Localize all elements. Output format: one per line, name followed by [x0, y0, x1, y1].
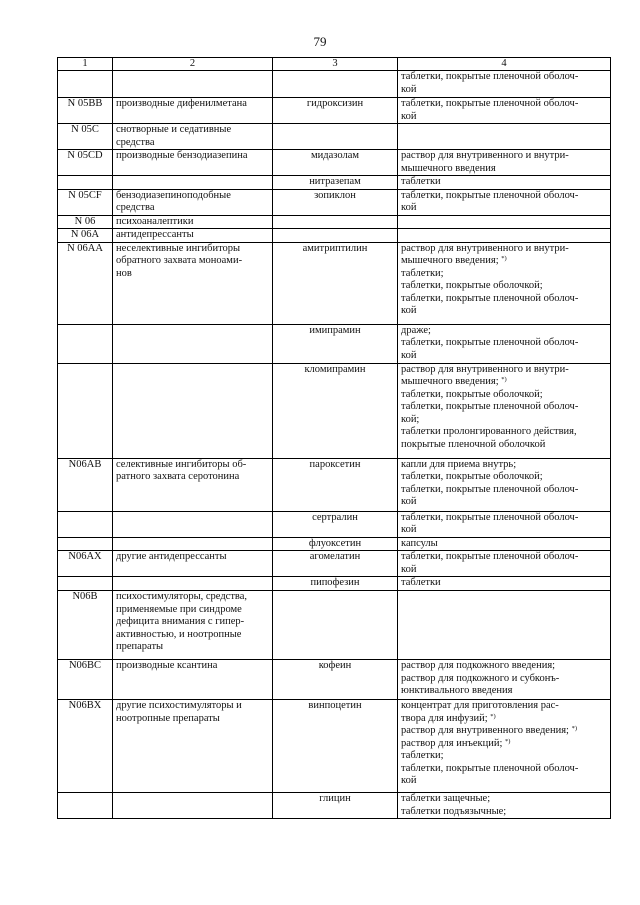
cell-line: антидепрессанты: [116, 229, 194, 240]
cell-line: пароксетин: [309, 458, 361, 470]
cell-line: таблетки пролонгированного действия,: [401, 426, 577, 437]
cell-line: раствор для подкожного введения;: [401, 660, 556, 671]
cell-line: кломипрамин: [304, 363, 366, 375]
cell-line: таблетки, покрытые пленочной оболоч-: [401, 511, 579, 523]
cell-line: N 06AA: [67, 242, 103, 254]
cell-line: пипофезин: [310, 577, 360, 588]
group-name-cell: [113, 98, 273, 124]
drug-name-cell: [273, 215, 398, 229]
cell-line: сертралин: [312, 511, 358, 523]
atc-code-cell: [58, 150, 113, 176]
cell-line: кой: [401, 202, 417, 213]
atc-code-cell: [58, 591, 113, 660]
cell-line: N06BX: [68, 700, 102, 711]
cell-line: таблетки, покрытые пленочной оболоч-: [401, 551, 579, 562]
cell-line: таблетки, покрытые пленочной оболоч-: [401, 71, 579, 82]
drug-name-cell: [273, 551, 398, 577]
atc-code-cell: [58, 124, 113, 150]
table-header-row: [58, 58, 611, 71]
page-number: 79: [313, 34, 327, 49]
cell-line: глицин: [319, 793, 351, 804]
atc-code-cell: [58, 215, 113, 229]
table-row: [58, 660, 611, 700]
drug-name-cell: [273, 700, 398, 793]
cell-line: средства: [116, 202, 155, 213]
cell-line: N06BC: [68, 660, 102, 671]
cell-line: таблетки, покрытые пленочной оболоч-: [401, 337, 579, 348]
group-name-cell: [113, 793, 273, 819]
cell-line: мышечного введения; *): [401, 376, 507, 387]
dosage-forms-cell: [398, 215, 611, 229]
drug-name-cell: [273, 511, 398, 537]
group-name-cell: [113, 242, 273, 324]
cell-line: флуоксетин: [308, 537, 362, 549]
drug-name-cell: [273, 71, 398, 98]
cell-line: раствор для инъекций; *): [401, 737, 511, 749]
atc-code-cell: [58, 242, 113, 324]
cell-line: твора для инфузий; *): [401, 712, 496, 724]
atc-code-cell: [58, 660, 113, 700]
cell-line: таблетки: [401, 176, 441, 187]
cell-line: таблетки, покрытые оболочкой;: [401, 280, 543, 291]
group-name-cell: [113, 229, 273, 243]
column-header: 2: [113, 58, 273, 71]
group-name-cell: [113, 458, 273, 511]
cell-line: раствор для внутривенного и внутри-: [401, 242, 569, 254]
cell-line: таблетки, покрытые пленочной оболоч-: [401, 189, 579, 201]
group-name-cell: [113, 176, 273, 190]
cell-line: кой: [401, 524, 417, 535]
cell-line: производные ксантина: [116, 660, 218, 671]
atc-code-cell: [58, 71, 113, 98]
drug-name-cell: [273, 793, 398, 819]
cell-line: раствор для внутривенного и внутри-: [401, 150, 569, 161]
group-name-cell: [113, 71, 273, 98]
dosage-forms-cell: [398, 511, 611, 537]
dosage-forms-cell: [398, 71, 611, 98]
table-row: [58, 700, 611, 793]
dosage-forms-cell: [398, 124, 611, 150]
column-header: 1: [58, 58, 113, 71]
drug-name-cell: [273, 189, 398, 215]
cell-line: таблетки подъязычные;: [401, 805, 507, 817]
cell-line: таблетки, покрытые пленочной оболоч-: [401, 483, 579, 495]
table-row: [58, 71, 611, 98]
cell-line: нов: [116, 267, 132, 279]
table-row: [58, 591, 611, 660]
group-name-cell: [113, 324, 273, 363]
table-row: [58, 215, 611, 229]
group-name-cell: [113, 577, 273, 591]
cell-line: таблетки защечные;: [401, 793, 491, 804]
atc-code-cell: [58, 577, 113, 591]
cell-line: таблетки, покрытые пленочной оболоч-: [401, 98, 579, 109]
cell-line: винпоцетин: [308, 700, 362, 711]
cell-line: покрытые пленочной оболочкой: [401, 438, 546, 450]
table-row: [58, 363, 611, 458]
atc-code-cell: [58, 98, 113, 124]
drug-name-cell: [273, 98, 398, 124]
cell-line: неселективные ингибиторы: [116, 242, 241, 254]
drug-name-cell: [273, 577, 398, 591]
table-row: [58, 551, 611, 577]
column-header: 3: [273, 58, 398, 71]
dosage-forms-cell: [398, 793, 611, 819]
cell-line: другие антидепрессанты: [116, 551, 227, 562]
atc-code-cell: [58, 537, 113, 551]
cell-line: агомелатин: [309, 551, 361, 562]
dosage-forms-cell: [398, 577, 611, 591]
dosage-forms-cell: [398, 229, 611, 243]
footnote-marker: *): [490, 712, 496, 720]
dosage-forms-cell: [398, 551, 611, 577]
atc-code-cell: [58, 700, 113, 793]
dosage-forms-cell: [398, 591, 611, 660]
dosage-forms-cell: [398, 324, 611, 363]
drug-name-cell: [273, 150, 398, 176]
cell-line: таблетки;: [401, 750, 444, 761]
dosage-forms-cell: [398, 660, 611, 700]
cell-line: раствор для внутривенного введения; *): [401, 725, 577, 736]
cell-line: N06AX: [68, 551, 102, 562]
cell-line: капсулы: [401, 537, 438, 549]
cell-line: ратного захвата серотонина: [116, 471, 240, 482]
cell-line: селективные ингибиторы об-: [116, 458, 247, 470]
cell-line: таблетки, покрытые оболочкой;: [401, 471, 543, 482]
drug-name-cell: [273, 591, 398, 660]
cell-line: N 06A: [70, 229, 100, 240]
group-name-cell: [113, 363, 273, 458]
cell-line: зопиклон: [314, 189, 356, 201]
cell-line: применяемые при синдроме: [116, 603, 242, 615]
cell-line: драже;: [401, 324, 431, 336]
atc-code-cell: [58, 511, 113, 537]
drug-name-cell: [273, 324, 398, 363]
group-name-cell: [113, 215, 273, 229]
cell-line: N 06: [74, 215, 96, 227]
drug-name-cell: [273, 458, 398, 511]
table-row: [58, 242, 611, 324]
group-name-cell: [113, 551, 273, 577]
cell-line: мидазолам: [310, 150, 359, 161]
group-name-cell: [113, 700, 273, 793]
cell-line: юнктивального введения: [401, 685, 513, 696]
drug-table: [57, 57, 611, 819]
cell-line: таблетки, покрытые оболочкой;: [401, 388, 543, 400]
cell-line: другие психостимуляторы и: [116, 700, 242, 711]
atc-code-cell: [58, 793, 113, 819]
table-row: [58, 577, 611, 591]
cell-line: снотворные и седативные: [116, 124, 232, 135]
cell-line: кой: [401, 563, 417, 575]
atc-code-cell: [58, 551, 113, 577]
cell-line: кой: [401, 305, 417, 316]
cell-line: амитриптилин: [302, 242, 368, 254]
cell-line: активностью, и ноотропные: [116, 628, 242, 640]
cell-line: кофеин: [318, 660, 352, 671]
column-header: 4: [398, 58, 611, 71]
cell-line: концентрат для приготовления рас-: [401, 700, 559, 711]
drug-name-cell: [273, 660, 398, 700]
table-row: [58, 324, 611, 363]
group-name-cell: [113, 189, 273, 215]
cell-line: средства: [116, 136, 155, 148]
cell-line: таблетки;: [401, 267, 444, 279]
footnote-marker: *): [501, 376, 507, 383]
dosage-forms-cell: [398, 150, 611, 176]
group-name-cell: [113, 124, 273, 150]
cell-line: кой: [401, 349, 417, 361]
drug-name-cell: [273, 124, 398, 150]
dosage-forms-cell: [398, 363, 611, 458]
cell-line: дефицита внимания с гипер-: [116, 616, 245, 627]
cell-line: гидроксизин: [306, 98, 364, 109]
dosage-forms-cell: [398, 176, 611, 190]
cell-line: раствор для подкожного и субконъ-: [401, 672, 560, 684]
cell-line: мышечного введения; *): [401, 255, 507, 266]
cell-line: мышечного введения: [401, 162, 496, 174]
cell-line: N06AB: [68, 458, 102, 470]
footnote-marker: *): [505, 737, 511, 745]
atc-code-cell: [58, 189, 113, 215]
dosage-forms-cell: [398, 189, 611, 215]
cell-line: бензодиазепиноподобные: [116, 189, 231, 201]
cell-line: кой: [401, 496, 417, 507]
table-row: [58, 189, 611, 215]
table-row: [58, 150, 611, 176]
drug-name-cell: [273, 242, 398, 324]
dosage-forms-cell: [398, 700, 611, 793]
atc-code-cell: [58, 176, 113, 190]
table-row: [58, 511, 611, 537]
table-row: [58, 793, 611, 819]
footnote-marker: *): [571, 725, 577, 732]
cell-line: таблетки, покрытые пленочной оболоч-: [401, 762, 579, 774]
group-name-cell: [113, 591, 273, 660]
table-row: [58, 458, 611, 511]
dosage-forms-cell: [398, 458, 611, 511]
cell-line: кой: [401, 775, 417, 786]
cell-line: N 05CD: [67, 150, 103, 161]
cell-line: ноотропные препараты: [116, 712, 220, 724]
cell-line: капли для приема внутрь;: [401, 458, 517, 470]
cell-line: кой;: [401, 413, 420, 425]
atc-code-cell: [58, 324, 113, 363]
atc-code-cell: [58, 458, 113, 511]
dosage-forms-cell: [398, 98, 611, 124]
cell-line: производные бензодиазепина: [116, 150, 248, 161]
drug-name-cell: [273, 537, 398, 551]
table-row: [58, 124, 611, 150]
cell-line: кой: [401, 110, 417, 122]
dosage-forms-cell: [398, 242, 611, 324]
dosage-forms-cell: [398, 537, 611, 551]
footnote-marker: *): [501, 255, 507, 262]
group-name-cell: [113, 660, 273, 700]
table-row: [58, 176, 611, 190]
cell-line: N 05BB: [67, 98, 103, 109]
cell-line: таблетки, покрытые пленочной оболоч-: [401, 401, 579, 412]
cell-line: N 05CF: [68, 189, 102, 201]
cell-line: N 05C: [71, 124, 99, 135]
table-row: [58, 537, 611, 551]
cell-line: психоаналептики: [116, 215, 194, 227]
drug-name-cell: [273, 176, 398, 190]
atc-code-cell: [58, 229, 113, 243]
cell-line: имипрамин: [309, 324, 361, 336]
group-name-cell: [113, 150, 273, 176]
group-name-cell: [113, 537, 273, 551]
cell-line: раствор для внутривенного и внутри-: [401, 363, 569, 375]
cell-line: N06B: [72, 591, 98, 602]
drug-name-cell: [273, 229, 398, 243]
cell-line: обратного захвата моноами-: [116, 255, 243, 266]
cell-line: препараты: [116, 641, 164, 652]
table-row: [58, 229, 611, 243]
drug-name-cell: [273, 363, 398, 458]
cell-line: нитразепам: [309, 176, 361, 187]
cell-line: таблетки, покрытые пленочной оболоч-: [401, 292, 579, 304]
cell-line: психостимуляторы, средства,: [116, 591, 248, 602]
cell-line: кой: [401, 83, 417, 95]
cell-line: производные дифенилметана: [116, 98, 247, 109]
table-row: [58, 98, 611, 124]
atc-code-cell: [58, 363, 113, 458]
cell-line: таблетки: [401, 577, 441, 588]
group-name-cell: [113, 511, 273, 537]
